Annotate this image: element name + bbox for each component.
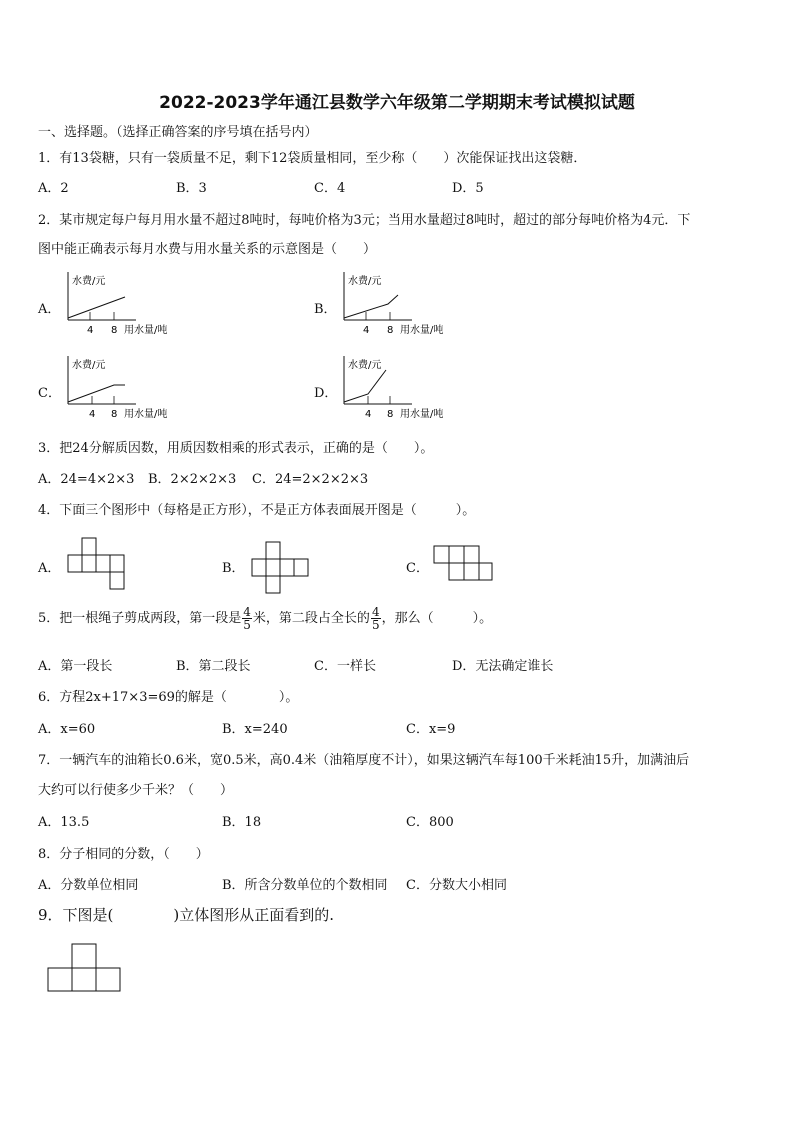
tick-8: 8	[111, 325, 118, 336]
frac-numerator: 4	[243, 605, 251, 619]
x-axis-label: 用水量/吨	[124, 325, 168, 336]
q2-graph-c	[58, 352, 188, 424]
q7-option-c[interactable]: C．800	[406, 815, 454, 830]
fraction-four-fifths-2	[371, 606, 381, 631]
q8-option-a[interactable]: A．分数单位相同	[38, 878, 139, 893]
q7-option-b[interactable]: B．18	[222, 815, 262, 830]
question-4: 4．下面三个图形中（每格是正方形），不是正方体表面展开图是（ ）。	[38, 503, 476, 518]
x-axis-label: 用水量/吨	[400, 325, 444, 336]
q3-option-b[interactable]: B．2×2×2×3	[148, 472, 237, 487]
q1-option-a[interactable]: A．2	[38, 181, 69, 196]
frac-numerator: 4	[371, 605, 380, 619]
q4-option-c[interactable]: C．	[406, 561, 429, 576]
q2-option-b[interactable]: B．	[314, 302, 337, 317]
question-5	[38, 606, 492, 631]
fraction-four-fifths	[242, 606, 252, 631]
q5-option-a[interactable]: A．第一段长	[38, 659, 113, 674]
q8-option-c[interactable]: C．分数大小相同	[406, 878, 507, 893]
q2-option-d[interactable]: D．	[314, 386, 338, 401]
question-7-line-2: 大约可以行使多少千米？（ ）	[38, 783, 234, 798]
section-heading: 一、选择题。（选择正确答案的序号填在括号内）	[38, 125, 318, 140]
q1-option-d[interactable]: D．5	[452, 181, 484, 196]
q2-graph-b	[334, 268, 464, 340]
y-axis-label: 水费/元	[72, 360, 106, 371]
q6-option-c[interactable]: C．x=9	[406, 722, 456, 737]
frac-denominator: 5	[371, 618, 380, 632]
tick-4: 4	[365, 409, 372, 420]
q6-option-a[interactable]: A．x=60	[38, 722, 96, 737]
q5-text-1: 5．把一根绳子剪成两段，第一段是	[38, 611, 242, 626]
q2-option-a[interactable]: A．	[38, 302, 61, 317]
q9-front-view-figure	[44, 940, 126, 994]
question-3: 3．把24分解质因数，用质因数相乘的形式表示，正确的是（ ）。	[38, 441, 434, 456]
tick-8: 8	[387, 325, 394, 336]
q5-option-d[interactable]: D．无法确定谁长	[452, 659, 554, 674]
y-axis-label: 水费/元	[348, 360, 382, 371]
q5-option-b[interactable]: B．第二段长	[176, 659, 251, 674]
tick-4: 4	[89, 409, 96, 420]
question-8: 8．分子相同的分数，（ ）	[38, 847, 209, 862]
question-6: 6．方程2x+17×3=69的解是（ ）。	[38, 690, 299, 705]
y-axis-label: 水费/元	[348, 276, 382, 287]
q3-option-a[interactable]: A．24=4×2×3	[38, 472, 135, 487]
y-axis-label: 水费/元	[72, 276, 106, 287]
page-title: 2022-2023学年通江县数学六年级第二学期期末考试模拟试题	[159, 93, 635, 113]
q2-graph-d	[334, 352, 464, 424]
question-2-line-1: 2．某市规定每户每月用水量不超过8吨时，每吨价格为3元；当用水量超过8吨时，超过的部分每吨价格为4元．下	[38, 213, 691, 228]
q5-option-c[interactable]: C．一样长	[314, 659, 376, 674]
q8-option-b[interactable]: B．所含分数单位的个数相同	[222, 878, 388, 893]
q6-option-b[interactable]: B．x=240	[222, 722, 288, 737]
question-2-line-2: 图中能正确表示每月水费与用水量关系的示意图是（ ）	[38, 242, 377, 257]
tick-4: 4	[87, 325, 94, 336]
q4-option-a[interactable]: A．	[38, 561, 61, 576]
q4-net-a	[66, 536, 130, 592]
question-9: 9．下图是( )立体图形从正面看到的.	[38, 906, 335, 924]
tick-8: 8	[387, 409, 394, 420]
q1-option-c[interactable]: C．4	[314, 181, 346, 196]
q5-text-3: ，那么（ ）。	[381, 611, 493, 626]
x-axis-label: 用水量/吨	[400, 409, 444, 420]
q2-graph-a	[58, 268, 188, 340]
q1-option-b[interactable]: B．3	[176, 181, 207, 196]
q4-net-c	[432, 544, 496, 584]
q4-option-b[interactable]: B．	[222, 561, 245, 576]
tick-8: 8	[111, 409, 118, 420]
q3-option-c[interactable]: C．24=2×2×2×3	[252, 472, 369, 487]
question-7-line-1: 7．一辆汽车的油箱长0.6米，宽0.5米，高0.4米（油箱厚度不计），如果这辆汽车每100千米耗油15升，加满油后	[38, 753, 690, 768]
q4-net-b	[250, 540, 314, 596]
q7-option-a[interactable]: A．13.5	[38, 815, 90, 830]
question-1: 1．有13袋糖，只有一袋质量不足，剩下12袋质量相同，至少称（ ）次能保证找出这袋糖．	[38, 151, 587, 166]
frac-denominator: 5	[243, 618, 251, 632]
tick-4: 4	[363, 325, 370, 336]
q2-option-c[interactable]: C．	[38, 386, 61, 401]
q5-text-2: 米，第二段占全长的	[252, 611, 370, 626]
x-axis-label: 用水量/吨	[124, 409, 168, 420]
